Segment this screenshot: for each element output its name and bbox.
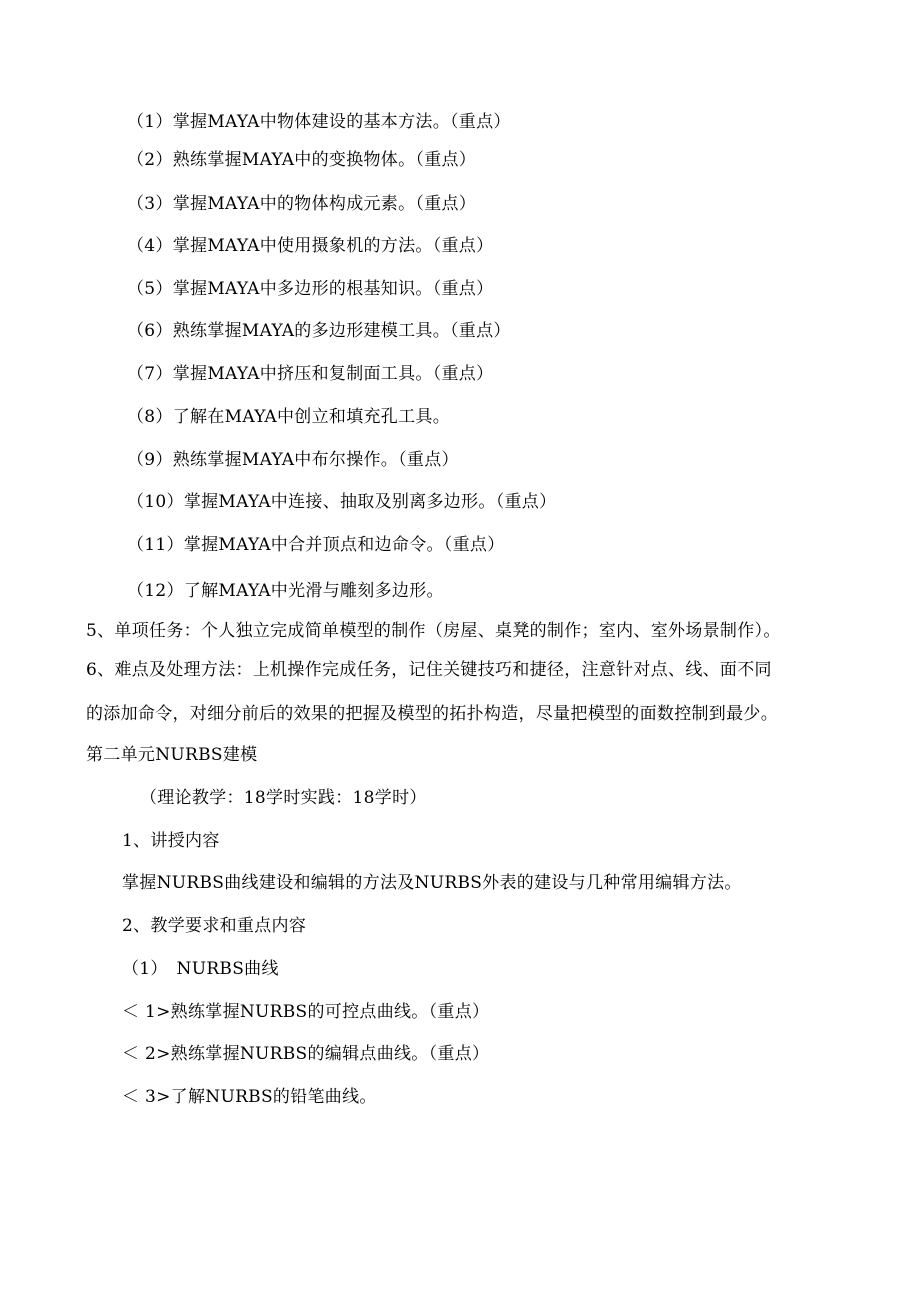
- unit-2-heading-2: 2、教学要求和重点内容: [122, 916, 307, 936]
- objective-item-12: （12）了解MAYA中光滑与雕刻多边形。: [127, 581, 444, 601]
- objective-item-3: （3）掌握MAYA中的物体构成元素。（重点）: [127, 194, 477, 214]
- objective-item-7: （7）掌握MAYA中挤压和复制面工具。（重点）: [127, 364, 494, 384]
- objective-item-1: （1）掌握MAYA中物体建设的基本方法。（重点）: [127, 112, 511, 132]
- unit-2-item-2: ＜ 2>熟练掌握NURBS的编辑点曲线。（重点）: [122, 1044, 490, 1064]
- unit-2-content-1: 掌握NURBS曲线建设和编辑的方法及NURBS外表的建设与几种常用编辑方法。: [122, 873, 742, 893]
- section-5-task: 5、单项任务：个人独立完成简单模型的制作（房屋、桌凳的制作；室内、室外场景制作）。: [86, 621, 781, 641]
- objective-item-8: （8）了解在MAYA中创立和填充孔工具。: [127, 407, 450, 427]
- unit-2-heading-1: 1、讲授内容: [122, 831, 220, 851]
- objective-item-6: （6）熟练掌握MAYA的多边形建模工具。（重点）: [127, 321, 511, 341]
- objective-item-4: （4）掌握MAYA中使用摄象机的方法。（重点）: [127, 236, 494, 256]
- objective-item-11: （11）掌握MAYA中合并顶点和边命令。（重点）: [127, 535, 505, 555]
- section-6-line-2: 的添加命令，对细分前后的效果的把握及模型的拓扑构造，尽量把模型的面数控制到最少。: [86, 704, 778, 724]
- objective-item-10: （10）掌握MAYA中连接、抽取及别离多边形。（重点）: [127, 492, 557, 512]
- unit-2-item-1: ＜ 1>熟练掌握NURBS的可控点曲线。（重点）: [122, 1002, 490, 1022]
- unit-2-title: 第二单元NURBS建模: [86, 745, 258, 765]
- objective-item-2: （2）熟练掌握MAYA中的变换物体。（重点）: [127, 150, 477, 170]
- objective-item-9: （9）熟练掌握MAYA中布尔操作。（重点）: [127, 450, 459, 470]
- section-6-line-1: 6、难点及处理方法：上机操作完成任务，记住关键技巧和捷径，注意针对点、线、面不同: [86, 660, 772, 680]
- objective-item-5: （5）掌握MAYA中多边形的根基知识。（重点）: [127, 279, 494, 299]
- unit-2-item-3: ＜ 3>了解NURBS的铅笔曲线。: [122, 1087, 377, 1107]
- unit-2-hours: （理论教学：18学时实践：18学时）: [140, 788, 427, 808]
- unit-2-sub-heading-1: （1） NURBS曲线: [122, 959, 279, 979]
